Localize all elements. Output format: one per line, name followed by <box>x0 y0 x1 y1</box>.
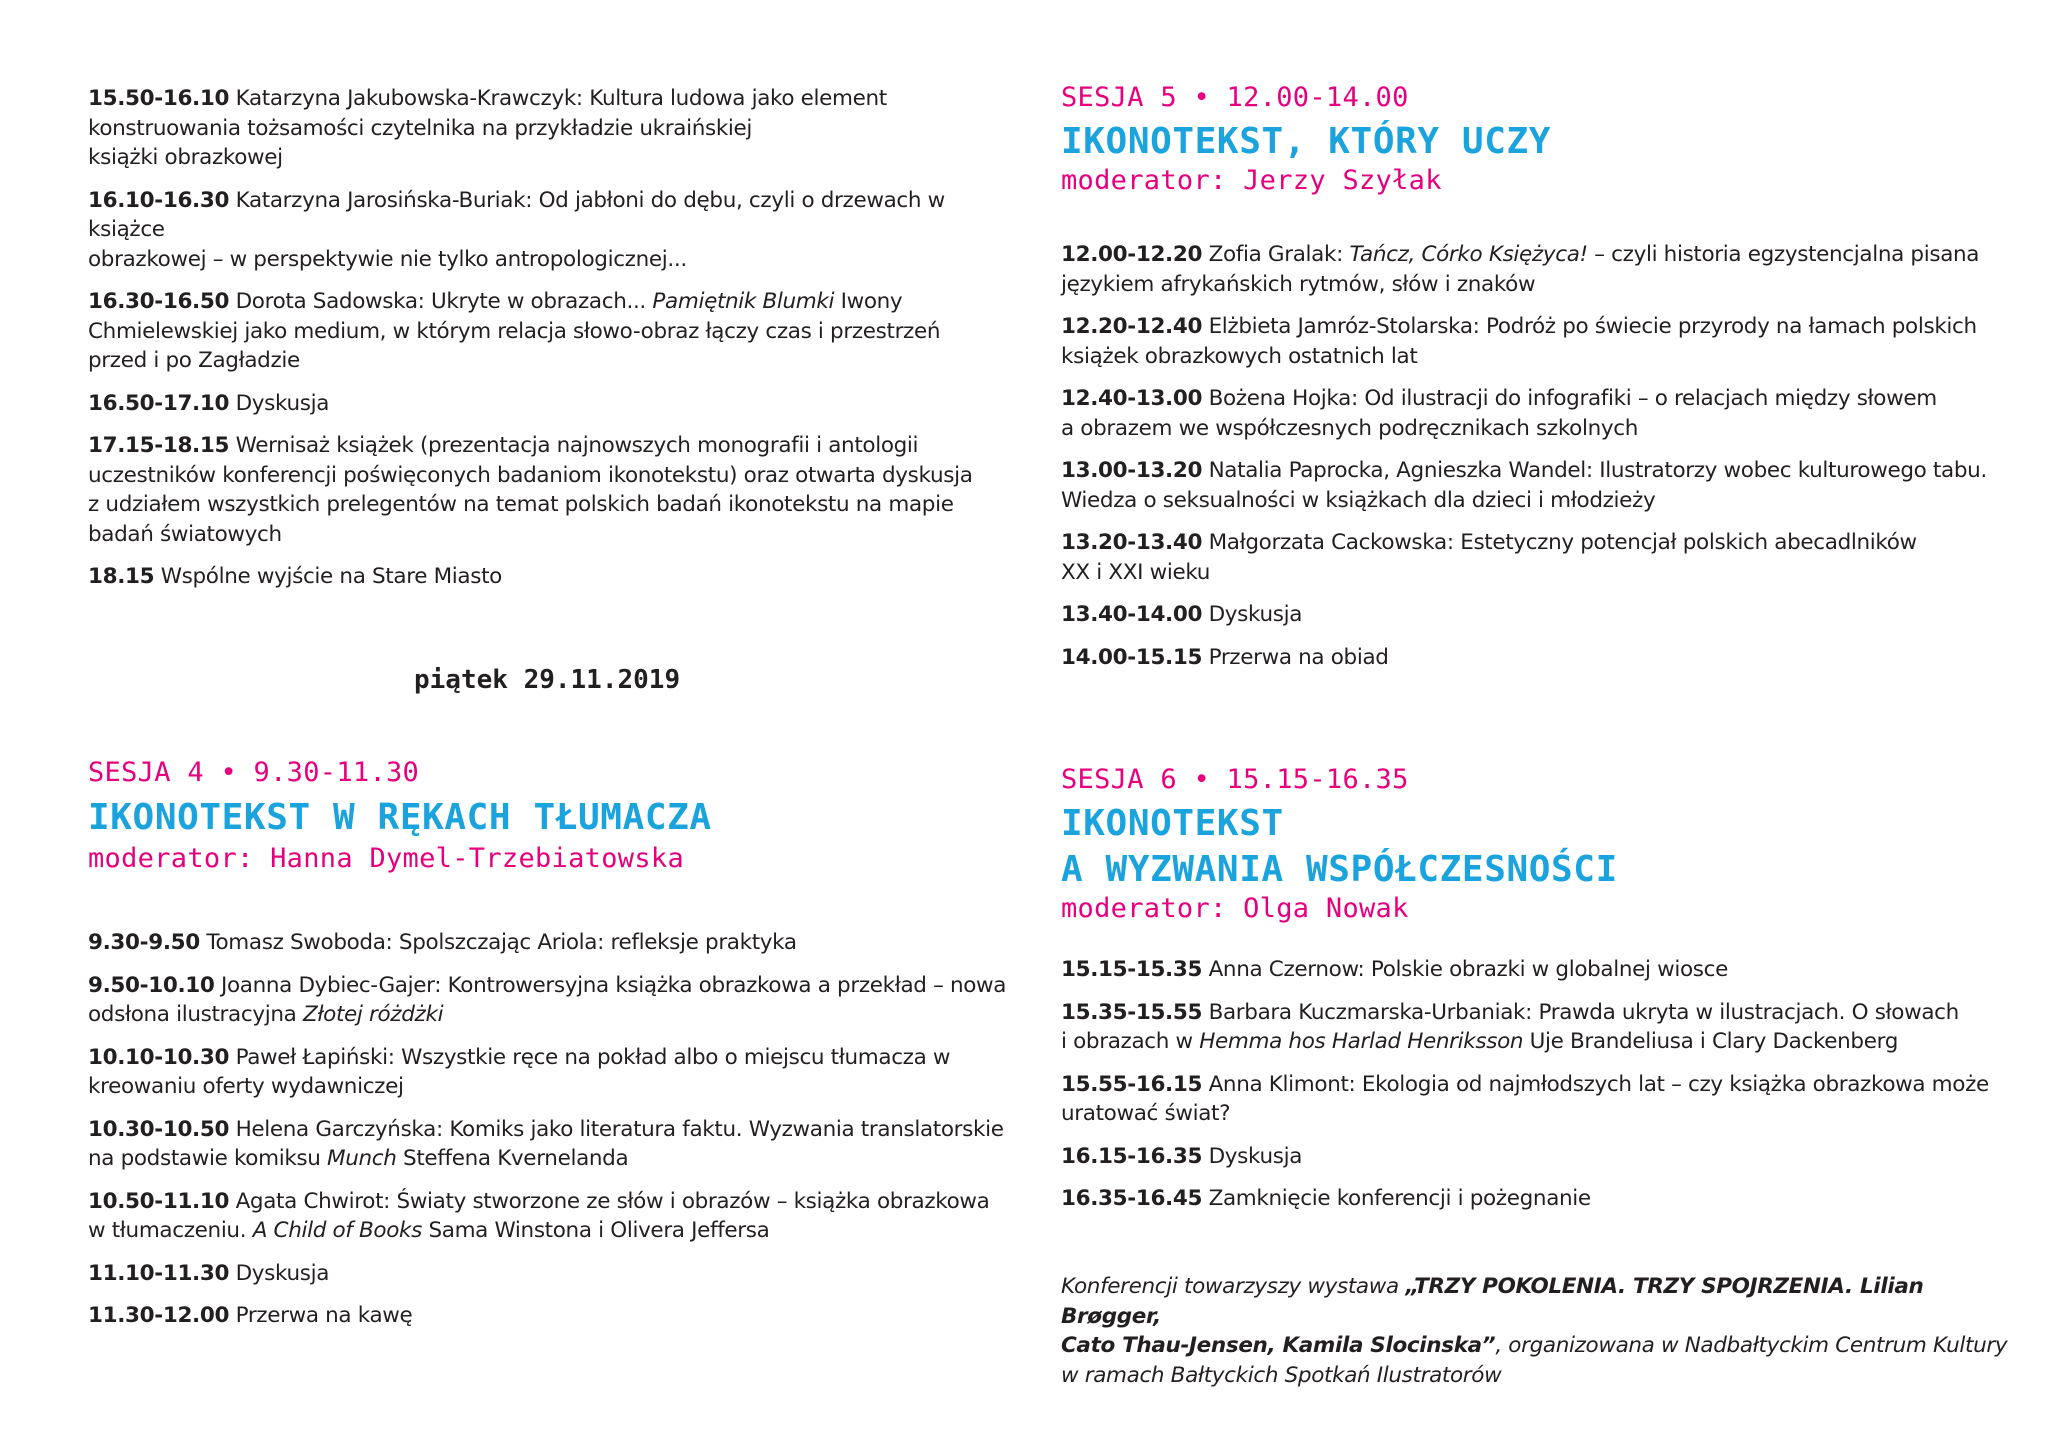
schedule-entry <box>1061 528 2021 587</box>
entry-time: 18.15 <box>88 564 155 589</box>
text-run: , organizowana w Nadbałtyckim Centrum Kultury <box>1495 1333 2008 1358</box>
schedule-entry <box>1061 1184 2021 1214</box>
text-run: Anna Klimont: Ekologia od najmłodszych lat – czy książka obrazkowa może <box>1202 1071 1989 1097</box>
entry-time: 15.35-15.55 <box>1061 999 1203 1025</box>
text-run: w tłumaczeniu. <box>88 1218 253 1243</box>
text-run: Dyskusja <box>1202 1143 1303 1169</box>
text-run: Helena Garczyńska: Komiks jako literatura faktu. Wyzwania translatorskie <box>229 1116 1004 1142</box>
schedule-entry <box>88 562 1018 592</box>
entry-time: 16.35-16.45 <box>1061 1186 1203 1211</box>
entry-time: 13.20-13.40 <box>1061 530 1203 555</box>
schedule-entry <box>1061 312 2021 371</box>
text-run: Przerwa na obiad <box>1202 644 1389 670</box>
exhibition-note <box>1061 1272 2021 1390</box>
text-run: Zamknięcie konferencji i pożegnanie <box>1202 1186 1591 1211</box>
text-run: Dyskusja <box>1202 602 1303 627</box>
text-run: Sama Winstona i Olivera Jeffersa <box>421 1218 770 1243</box>
session-6-moderator: moderator: Olga Nowak <box>1061 893 1409 924</box>
schedule-entry <box>1061 456 2021 515</box>
text-run: z udziałem wszystkich prelegentów na temat polskich badań ikonotekstu na mapie <box>88 492 954 517</box>
text-run: Iwony <box>834 289 903 314</box>
text-run: – czyli historia egzystencjalna pisana <box>1587 242 1980 267</box>
text-run: przed i po Zagładzie <box>88 348 300 373</box>
text-run: uratować świat? <box>1061 1101 1231 1126</box>
text-run: Katarzyna Jarosińska-Buriak: Od jabłoni do dębu, czyli o drzewach w książce <box>88 187 945 242</box>
schedule-entry <box>88 1043 1018 1102</box>
entry-time: 12.20-12.40 <box>1061 314 1203 339</box>
session-4-moderator: moderator: Hanna Dymel-Trzebiatowska <box>88 843 684 874</box>
entry-time: 12.40-13.00 <box>1061 386 1203 411</box>
text-run: badań światowych <box>88 521 282 547</box>
schedule-entry <box>88 1301 1018 1331</box>
schedule-entry <box>1061 600 2021 630</box>
session-4-title <box>88 795 712 841</box>
text-run: Bożena Hojka: Od ilustracji do infografiki – o relacjach między słowem <box>1202 386 1937 411</box>
schedule-entry <box>88 928 1018 958</box>
entry-time: 15.55-16.15 <box>1061 1071 1203 1097</box>
schedule-entry <box>1061 1070 2021 1129</box>
text-run: Dorota Sadowska: Ukryte w obrazach... <box>229 289 653 314</box>
session-4-label: SESJA 4 • 9.30-11.30 <box>88 757 420 788</box>
italic-title: Munch <box>327 1146 397 1171</box>
italic-title: Hemma hos Harlad Henriksson <box>1199 1029 1524 1054</box>
session-6-schedule <box>1061 955 2021 1214</box>
text-run: Zofia Gralak: <box>1202 242 1350 267</box>
text-run: Natalia Paprocka, Agnieszka Wandel: Ilustratorzy wobec kulturowego tabu. <box>1202 458 1987 483</box>
title-line: IKONOTEKST, KTÓRY UCZY <box>1061 121 1552 162</box>
entry-time: 15.50-16.10 <box>88 86 230 111</box>
text-run: konstruowania tożsamości czytelnika na przykładzie ukraińskiej <box>88 115 753 141</box>
schedule-entry <box>88 186 1018 275</box>
entry-time: 17.15-18.15 <box>88 433 230 458</box>
session-4-schedule <box>88 928 1018 1331</box>
text-run: Wiedza o seksualności w książkach dla dzieci i młodzieży <box>1061 487 1656 513</box>
text-run: Przerwa na kawę <box>229 1303 413 1328</box>
entry-time: 11.10-11.30 <box>88 1260 230 1286</box>
entry-time: 14.00-15.15 <box>1061 644 1203 670</box>
text-run: Agata Chwirot: Światy stworzone ze słów i obrazów – książka obrazkowa <box>229 1188 990 1214</box>
italic-title: Pamiętnik Blumki <box>652 289 835 314</box>
text-run: Chmielewskiej jako medium, w którym relacja słowo-obraz łączy czas i przestrzeń <box>88 318 941 344</box>
entry-time: 13.00-13.20 <box>1061 458 1203 483</box>
text-run: Uje Brandeliusa i Clary Dackenberg <box>1523 1029 1899 1054</box>
entry-time: 9.50-10.10 <box>88 972 215 998</box>
text-run: Anna Czernow: Polskie obrazki w globalnej wiosce <box>1202 957 1728 982</box>
schedule-entry <box>88 1259 1018 1289</box>
text-run: Dyskusja <box>229 390 330 416</box>
text-run: Barbara Kuczmarska-Urbaniak: Prawda ukryta w ilustracjach. O słowach <box>1202 999 1959 1025</box>
entry-time: 9.30-9.50 <box>88 930 200 955</box>
entry-time: 16.50-17.10 <box>88 390 230 416</box>
text-run: językiem afrykańskich rytmów, słów i znaków <box>1061 271 1536 297</box>
entry-time: 10.10-10.30 <box>88 1044 230 1070</box>
entry-time: 13.40-14.00 <box>1061 602 1203 627</box>
session-6-label: SESJA 6 • 15.15-16.35 <box>1061 764 1409 795</box>
entry-time: 16.10-16.30 <box>88 187 230 213</box>
schedule-entry <box>88 84 1018 173</box>
text-run: kreowaniu oferty wydawniczej <box>88 1074 404 1099</box>
schedule-entry <box>88 431 1018 549</box>
left-top-schedule <box>88 84 1018 592</box>
schedule-entry <box>88 389 1018 419</box>
entry-time: 12.00-12.20 <box>1061 242 1203 267</box>
text-run: książek obrazkowych ostatnich lat <box>1061 343 1418 369</box>
session-5-title <box>1061 119 1551 165</box>
text-run: odsłona ilustracyjna <box>88 1002 303 1027</box>
schedule-entry <box>1061 384 2021 443</box>
entry-time: 11.30-12.00 <box>88 1303 230 1328</box>
text-run: a obrazem we współczesnych podręcznikach szkolnych <box>1061 415 1638 441</box>
text-run: Tomasz Swoboda: Spolszczając Ariola: refleksje praktyka <box>199 930 797 955</box>
text-run: w ramach Bałtyckich Spotkań Ilustratorów <box>1061 1362 1502 1388</box>
text-run: obrazkowej – w perspektywie nie tylko antropologicznej... <box>88 246 687 272</box>
text-run: Elżbieta Jamróz-Stolarska: Podróż po świecie przyrody na łamach polskich <box>1202 314 1977 339</box>
text-run: Konferencji towarzyszy wystawa <box>1061 1274 1406 1299</box>
text-run: Wspólne wyjście na Stare Miasto <box>154 564 502 589</box>
session-5-label: SESJA 5 • 12.00-14.00 <box>1061 82 1409 113</box>
session-5-moderator: moderator: Jerzy Szyłak <box>1061 165 1442 196</box>
title-line: IKONOTEKST W RĘKACH TŁUMACZA <box>88 797 712 838</box>
bold-text: „TRZY POKOLENIA. TRZY SPOJRZENIA. Lilian Brøgger, <box>1061 1274 1924 1329</box>
entry-time: 16.30-16.50 <box>88 289 230 314</box>
entry-time: 10.50-11.10 <box>88 1188 230 1214</box>
entry-time: 16.15-16.35 <box>1061 1143 1203 1169</box>
text-run: książki obrazkowej <box>88 145 283 170</box>
day-heading: piątek 29.11.2019 <box>414 665 681 695</box>
bold-text: Cato Thau-Jensen, Kamila Slocinska” <box>1061 1333 1496 1358</box>
text-run: Wernisaż książek (prezentacja najnowszych monografii i antologii <box>229 433 919 458</box>
text-run: i obrazach w <box>1061 1029 1200 1054</box>
title-line: A WYZWANIA WSPÓŁCZESNOŚCI <box>1061 849 1618 890</box>
italic-title: Tańcz, Córko Księżyca! <box>1349 242 1588 267</box>
schedule-entry <box>1061 955 2021 985</box>
text-run: XX i XXI wieku <box>1061 559 1211 585</box>
schedule-entry <box>88 1115 1018 1174</box>
italic-title: Złotej różdżki <box>302 1002 444 1027</box>
italic-title: A Child of Books <box>252 1218 422 1243</box>
entry-time: 10.30-10.50 <box>88 1116 230 1142</box>
schedule-entry <box>1061 998 2021 1057</box>
schedule-entry <box>88 1187 1018 1246</box>
session-5-schedule <box>1061 240 2021 672</box>
text-run: Joanna Dybiec-Gajer: Kontrowersyjna książka obrazkowa a przekład – nowa <box>214 972 1007 998</box>
text-run: Dyskusja <box>229 1260 330 1286</box>
text-run: Katarzyna Jakubowska-Krawczyk: Kultura ludowa jako element <box>229 86 887 111</box>
text-run: Małgorzata Cackowska: Estetyczny potencjał polskich abecadlników <box>1202 530 1917 555</box>
text-run: uczestników konferencji poświęconych badaniom ikonotekstu) oraz otwarta dyskusja <box>88 462 973 488</box>
entry-time: 15.15-15.35 <box>1061 957 1203 982</box>
text-run: Paweł Łapiński: Wszystkie ręce na pokład albo o miejscu tłumacza w <box>229 1044 951 1070</box>
session-6-title <box>1061 801 1618 893</box>
title-line: IKONOTEKST <box>1061 803 1284 844</box>
schedule-entry <box>1061 643 2021 673</box>
schedule-entry <box>88 287 1018 376</box>
text-run: Steffena Kvernelanda <box>396 1146 629 1171</box>
text-run: na podstawie komiksu <box>88 1146 328 1171</box>
schedule-entry <box>1061 240 2021 299</box>
schedule-entry <box>1061 1142 2021 1172</box>
schedule-entry <box>88 971 1018 1030</box>
